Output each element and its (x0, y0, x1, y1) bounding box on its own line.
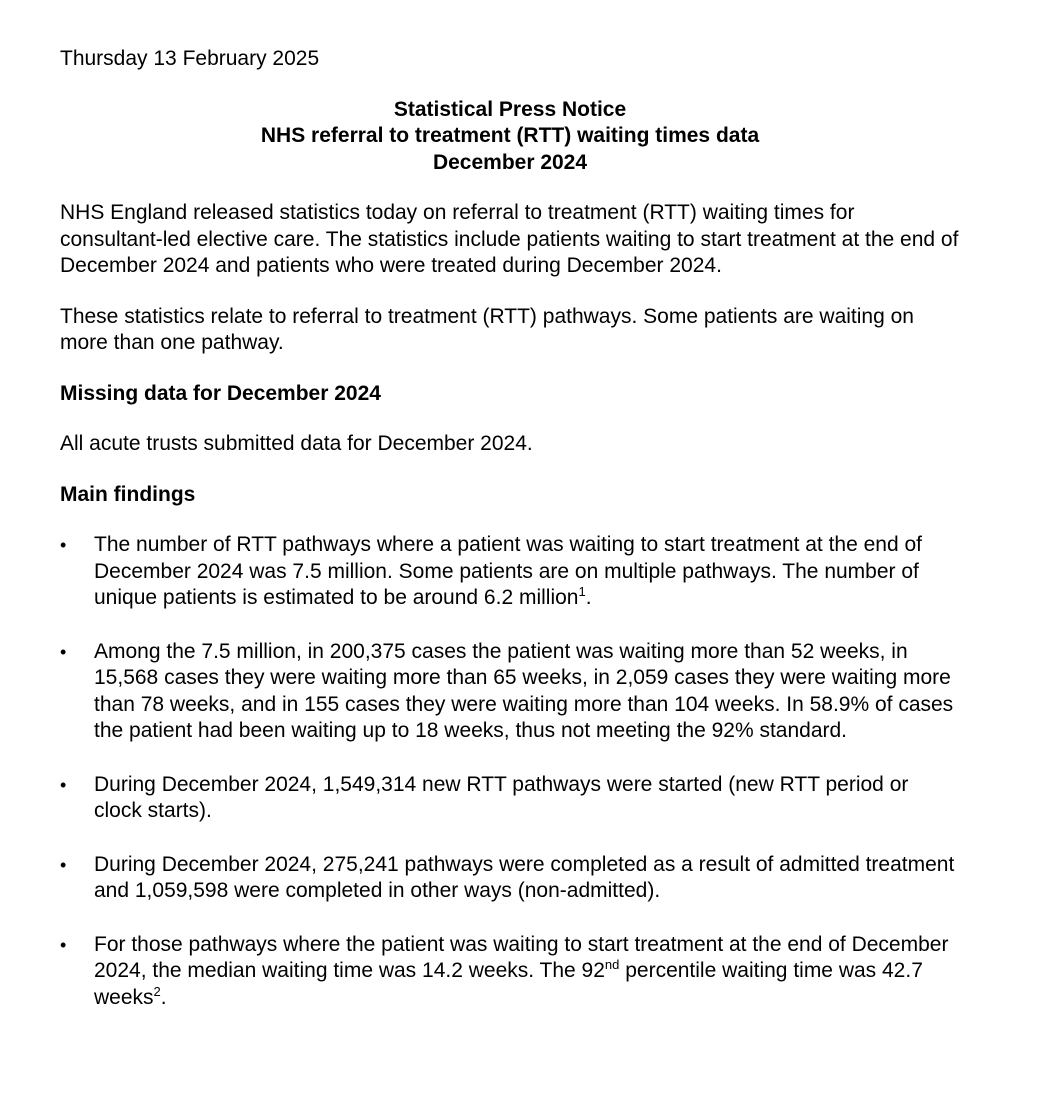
finding-tail: . (585, 586, 592, 609)
intro-paragraph-2: These statistics relate to referral to treatment (RTT) pathways. Some patients are waiting on more than one pathway. (60, 304, 914, 354)
finding-text: During December 2024, 275,241 pathways were completed as a result of admitted treatment and 1,059,598 were completed in other ways (non-admitted). (94, 852, 955, 902)
missing-data-text: All acute trusts submitted data for December 2024. (60, 432, 533, 455)
bullet-icon: • (60, 854, 67, 875)
title-line-1: Statistical Press Notice (393, 97, 627, 121)
finding-item (60, 852, 960, 905)
finding-text-continued: percentile waiting time was 42.7 weeks (94, 959, 923, 1009)
ordinal-suffix: nd (604, 957, 620, 972)
bullet-icon: • (60, 535, 67, 555)
finding-text: Among the 7.5 million, in 200,375 cases the patient was waiting more than 52 weeks, in 15,568 cases they were waiting more than 65 weeks, in 2,059 cases they were waiting more than 78 weeks, and in 155 cases they were waiting more than 104 weeks. In 58.9% of cases the patient had been waiting up to 18 weeks, thus not meeting the 92% standard. (94, 639, 954, 742)
bullet-icon: • (60, 641, 67, 662)
finding-item (60, 532, 960, 612)
intro-paragraph-1: NHS England released statistics today on referral to treatment (RTT) waiting times for consultant-led elective care. The statistics include patients waiting to start treatment at the end of December 2024 and patients who were treated during December 2024. (60, 201, 959, 277)
bullet-icon: • (60, 934, 67, 955)
finding-item (60, 932, 960, 1012)
finding-text: The number of RTT pathways where a patient was waiting to start treatment at the end of December 2024 was 7.5 million. Some patients are on multiple pathways. The number of unique patients is estimated to be around 6.2 million (94, 533, 922, 609)
finding-item (60, 639, 960, 745)
finding-item (60, 772, 960, 825)
press-notice-page (60, 46, 960, 1038)
main-findings-heading: Main findings (60, 482, 196, 506)
finding-text: For those pathways where the patient was waiting to start treatment at the end of December 2024, the median waiting time was 14.2 weeks. The 92 (94, 932, 949, 982)
finding-tail: . (160, 985, 167, 1009)
bullet-icon: • (60, 774, 67, 795)
release-date: Thursday 13 February 2025 (60, 47, 320, 70)
missing-data-heading: Missing data for December 2024 (60, 381, 381, 405)
title-line-2: NHS referral to treatment (RTT) waiting times data (260, 124, 760, 147)
main-findings-list (60, 532, 960, 1011)
title-block (60, 97, 960, 177)
footnote-marker: 1 (578, 584, 586, 599)
title-line-3: December 2024 (432, 150, 588, 174)
finding-text: During December 2024, 1,549,314 new RTT pathways were started (new RTT period or clock starts). (94, 772, 909, 822)
footnote-marker: 2 (153, 983, 161, 999)
